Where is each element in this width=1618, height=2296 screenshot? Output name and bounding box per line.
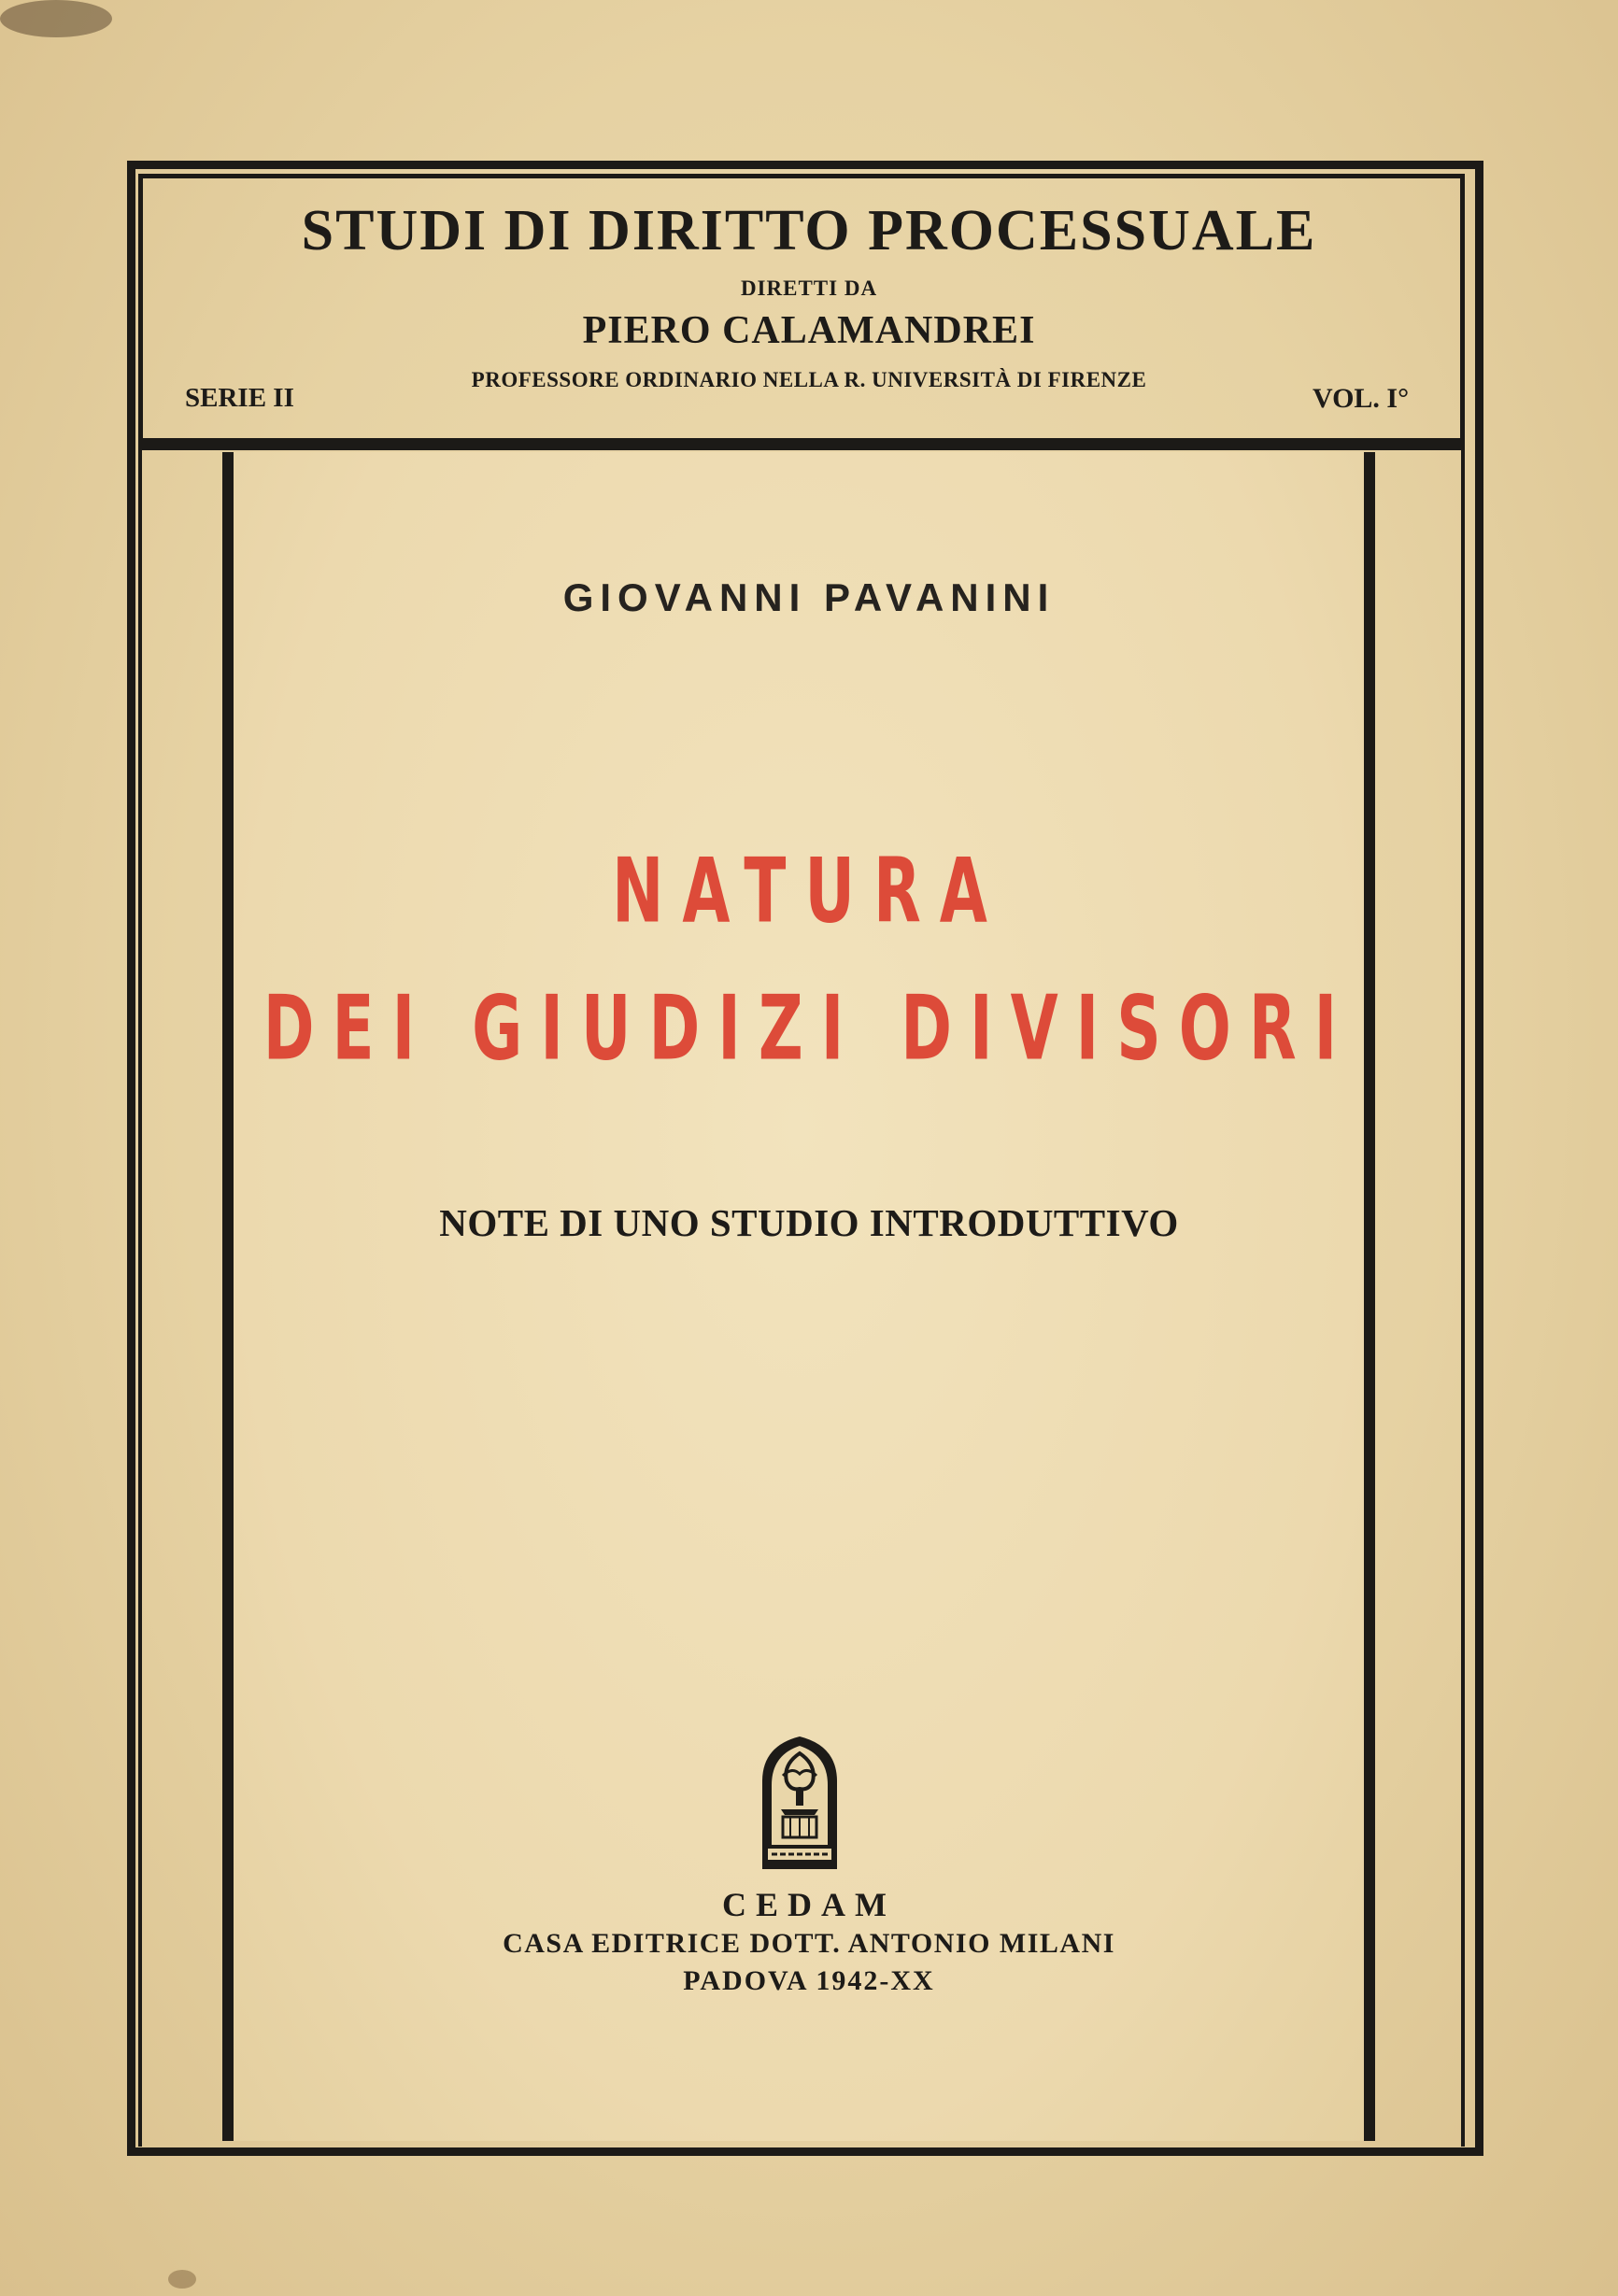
author-name: GIOVANNI PAVANINI <box>562 575 1056 619</box>
directed-by: DIRETTI DA <box>740 276 878 300</box>
publisher-house: CASA EDITRICE DOTT. ANTONIO MILANI <box>503 1928 1115 1959</box>
book-title-line-2: DEI GIUDIZI DIVISORI <box>263 976 1355 1081</box>
book-subtitle: NOTE DI UNO STUDIO INTRODUTTIVO <box>439 1201 1179 1244</box>
publisher-place-year: PADOVA 1942-XX <box>683 1965 935 1996</box>
paper-stain <box>168 2270 196 2289</box>
book-title-line-1: NATURA <box>612 839 1006 943</box>
publisher-emblem-icon <box>755 1733 844 1869</box>
volume-number: VOL. I° <box>1313 383 1410 414</box>
series-title: STUDI DI DIRITTO PROCESSUALE <box>301 199 1317 262</box>
editor-role: PROFESSORE ORDINARIO NELLA R. UNIVERSITÀ DI FIRENZE <box>471 368 1147 391</box>
header-rule <box>138 443 1465 450</box>
editor-name: PIERO CALAMANDREI <box>582 309 1036 352</box>
series-number: SERIE II <box>185 383 294 413</box>
publisher-name: CEDAM <box>722 1886 896 1923</box>
paper-stain <box>0 0 112 37</box>
